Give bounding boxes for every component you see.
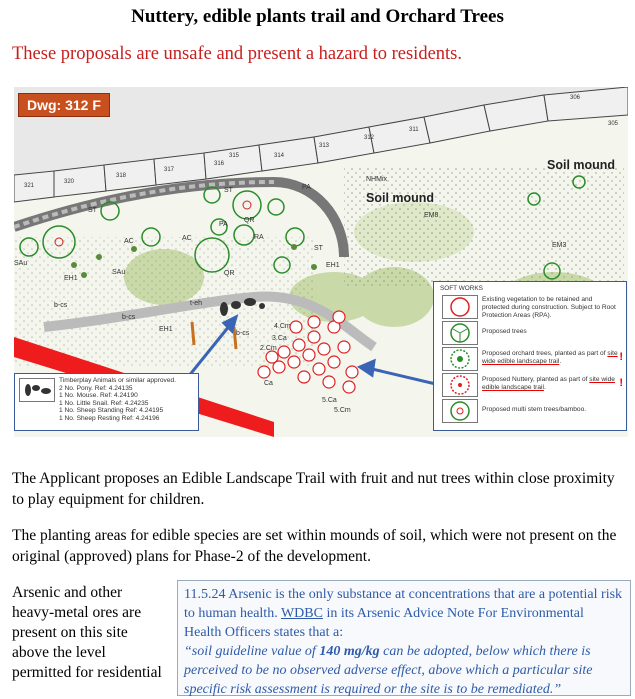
svg-text:AC: AC xyxy=(124,238,134,245)
svg-text:EH1: EH1 xyxy=(326,262,340,269)
svg-text:QR: QR xyxy=(244,217,255,224)
play-equipment-callout xyxy=(14,373,199,431)
svg-text:t-eh: t-eh xyxy=(190,300,203,307)
svg-text:PA: PA xyxy=(219,221,228,228)
svg-text:Ca: Ca xyxy=(264,380,273,387)
svg-text:SAu: SAu xyxy=(112,269,126,276)
svg-text:ST: ST xyxy=(224,187,233,194)
svg-text:RA: RA xyxy=(254,234,264,241)
warning-flag: ! xyxy=(619,377,623,389)
svg-text:ST: ST xyxy=(314,245,323,252)
legend-text: Proposed trees xyxy=(482,328,527,335)
arsenic-quote-box: 11.5.24 Arsenic is the only substance at concentrations that are a potential risk to human health. WDBC in its Arsenic Advice Note For Environmental Health Officers states that a: “soil guideline value of 140 mg/kg can be adopted, below which there is perceived to be no observed adverse effect, above which a particular site specific risk assessment is required or the site is to be remediated.” xyxy=(177,580,631,696)
svg-text:317: 317 xyxy=(164,167,175,173)
svg-text:316: 316 xyxy=(214,161,225,167)
svg-text:EH1: EH1 xyxy=(159,326,173,333)
legend-item-orchard xyxy=(438,347,623,369)
svg-text:QR: QR xyxy=(224,270,235,277)
legend-item-proposed-trees xyxy=(438,321,623,343)
svg-text:AC: AC xyxy=(182,235,192,242)
svg-text:PA: PA xyxy=(302,184,311,191)
existing-vegetation-icon xyxy=(442,295,478,319)
svg-text:5.Ca: 5.Ca xyxy=(322,397,337,404)
svg-text:EM8: EM8 xyxy=(424,212,439,219)
soil-mound-label-right: Soil mound xyxy=(547,158,616,172)
svg-text:315: 315 xyxy=(229,153,240,159)
nuttery-icon xyxy=(442,373,478,397)
legend-text: Proposed Nuttery, planted as part of site wide edible landscape trail. xyxy=(482,376,615,391)
svg-text:305: 305 xyxy=(608,121,619,127)
legend-item-existing xyxy=(438,295,623,317)
svg-text:2.Cm: 2.Cm xyxy=(260,345,277,352)
arsenic-side-text: Arsenic and other heavy-metal ores are present on this site above the level permitted for residential xyxy=(12,584,162,681)
orchard-tree-icon xyxy=(442,347,478,371)
callout-lines: Timberplay Animals or similar approved. 2 No. Pony. Ref: 4.24135 1 No. Mouse. Ref: 4.24190 1 No. Little Snail. Ref: 4.24235 1 No. Sheep Standing Ref: 4.24195 1 No. Sheep Resting Ref: 4.24196 xyxy=(59,377,177,422)
paragraph-applicant: The Applicant proposes an Edible Landscape Trail with fruit and nut trees within close proximity to play equipment for children. xyxy=(12,470,615,508)
svg-text:3.Ca: 3.Ca xyxy=(272,335,287,342)
svg-text:EM3: EM3 xyxy=(552,242,567,249)
svg-text:318: 318 xyxy=(116,173,127,179)
svg-text:b-cs: b-cs xyxy=(236,330,250,337)
page-title: Nuttery, edible plants trail and Orchard Trees xyxy=(131,6,504,27)
soil-mound-label-left: Soil mound xyxy=(366,191,435,205)
svg-text:313: 313 xyxy=(319,143,330,149)
svg-text:321: 321 xyxy=(24,183,35,189)
svg-text:SAu: SAu xyxy=(14,260,28,267)
warning-text: These proposals are unsafe and present a hazard to residents. xyxy=(12,44,462,64)
svg-text:b-cs: b-cs xyxy=(54,302,68,309)
play-animals-icon xyxy=(19,378,55,402)
site-plan xyxy=(14,87,628,437)
svg-text:EH1: EH1 xyxy=(64,275,78,282)
legend-text: Proposed multi stem trees/bamboo. xyxy=(482,406,587,413)
legend-text: Existing vegetation to be retained and protected during construction. Subject to Root Protection Areas (RPA). xyxy=(482,296,616,319)
svg-text:4.Cm: 4.Cm xyxy=(274,323,291,330)
legend-item-nuttery xyxy=(438,373,623,395)
drawing-number-badge: Dwg: 312 F xyxy=(18,93,110,117)
svg-text:314: 314 xyxy=(274,153,285,159)
multi-stem-tree-icon xyxy=(442,399,478,423)
svg-text:320: 320 xyxy=(64,179,75,185)
svg-text:306: 306 xyxy=(570,95,581,101)
paragraph-mounds: The planting areas for edible species are set within mounds of soil, which were not present on the original (approved) plans for Phase-2 of the development. xyxy=(12,527,617,565)
svg-text:NHMix: NHMix xyxy=(366,176,387,183)
svg-text:ST: ST xyxy=(88,207,97,214)
warning-flag: ! xyxy=(619,351,623,363)
svg-text:311: 311 xyxy=(409,127,419,133)
legend-item-multistem xyxy=(438,399,623,421)
svg-text:312: 312 xyxy=(364,135,375,141)
svg-text:5.Cm: 5.Cm xyxy=(334,407,351,414)
legend-text: Proposed orchard trees, planted as part of site wide edible landscape trail. xyxy=(482,350,618,365)
soft-works-legend xyxy=(433,281,627,431)
proposed-tree-icon xyxy=(442,321,478,345)
svg-text:b-cs: b-cs xyxy=(122,314,136,321)
legend-header: SOFT WORKS xyxy=(440,285,483,292)
